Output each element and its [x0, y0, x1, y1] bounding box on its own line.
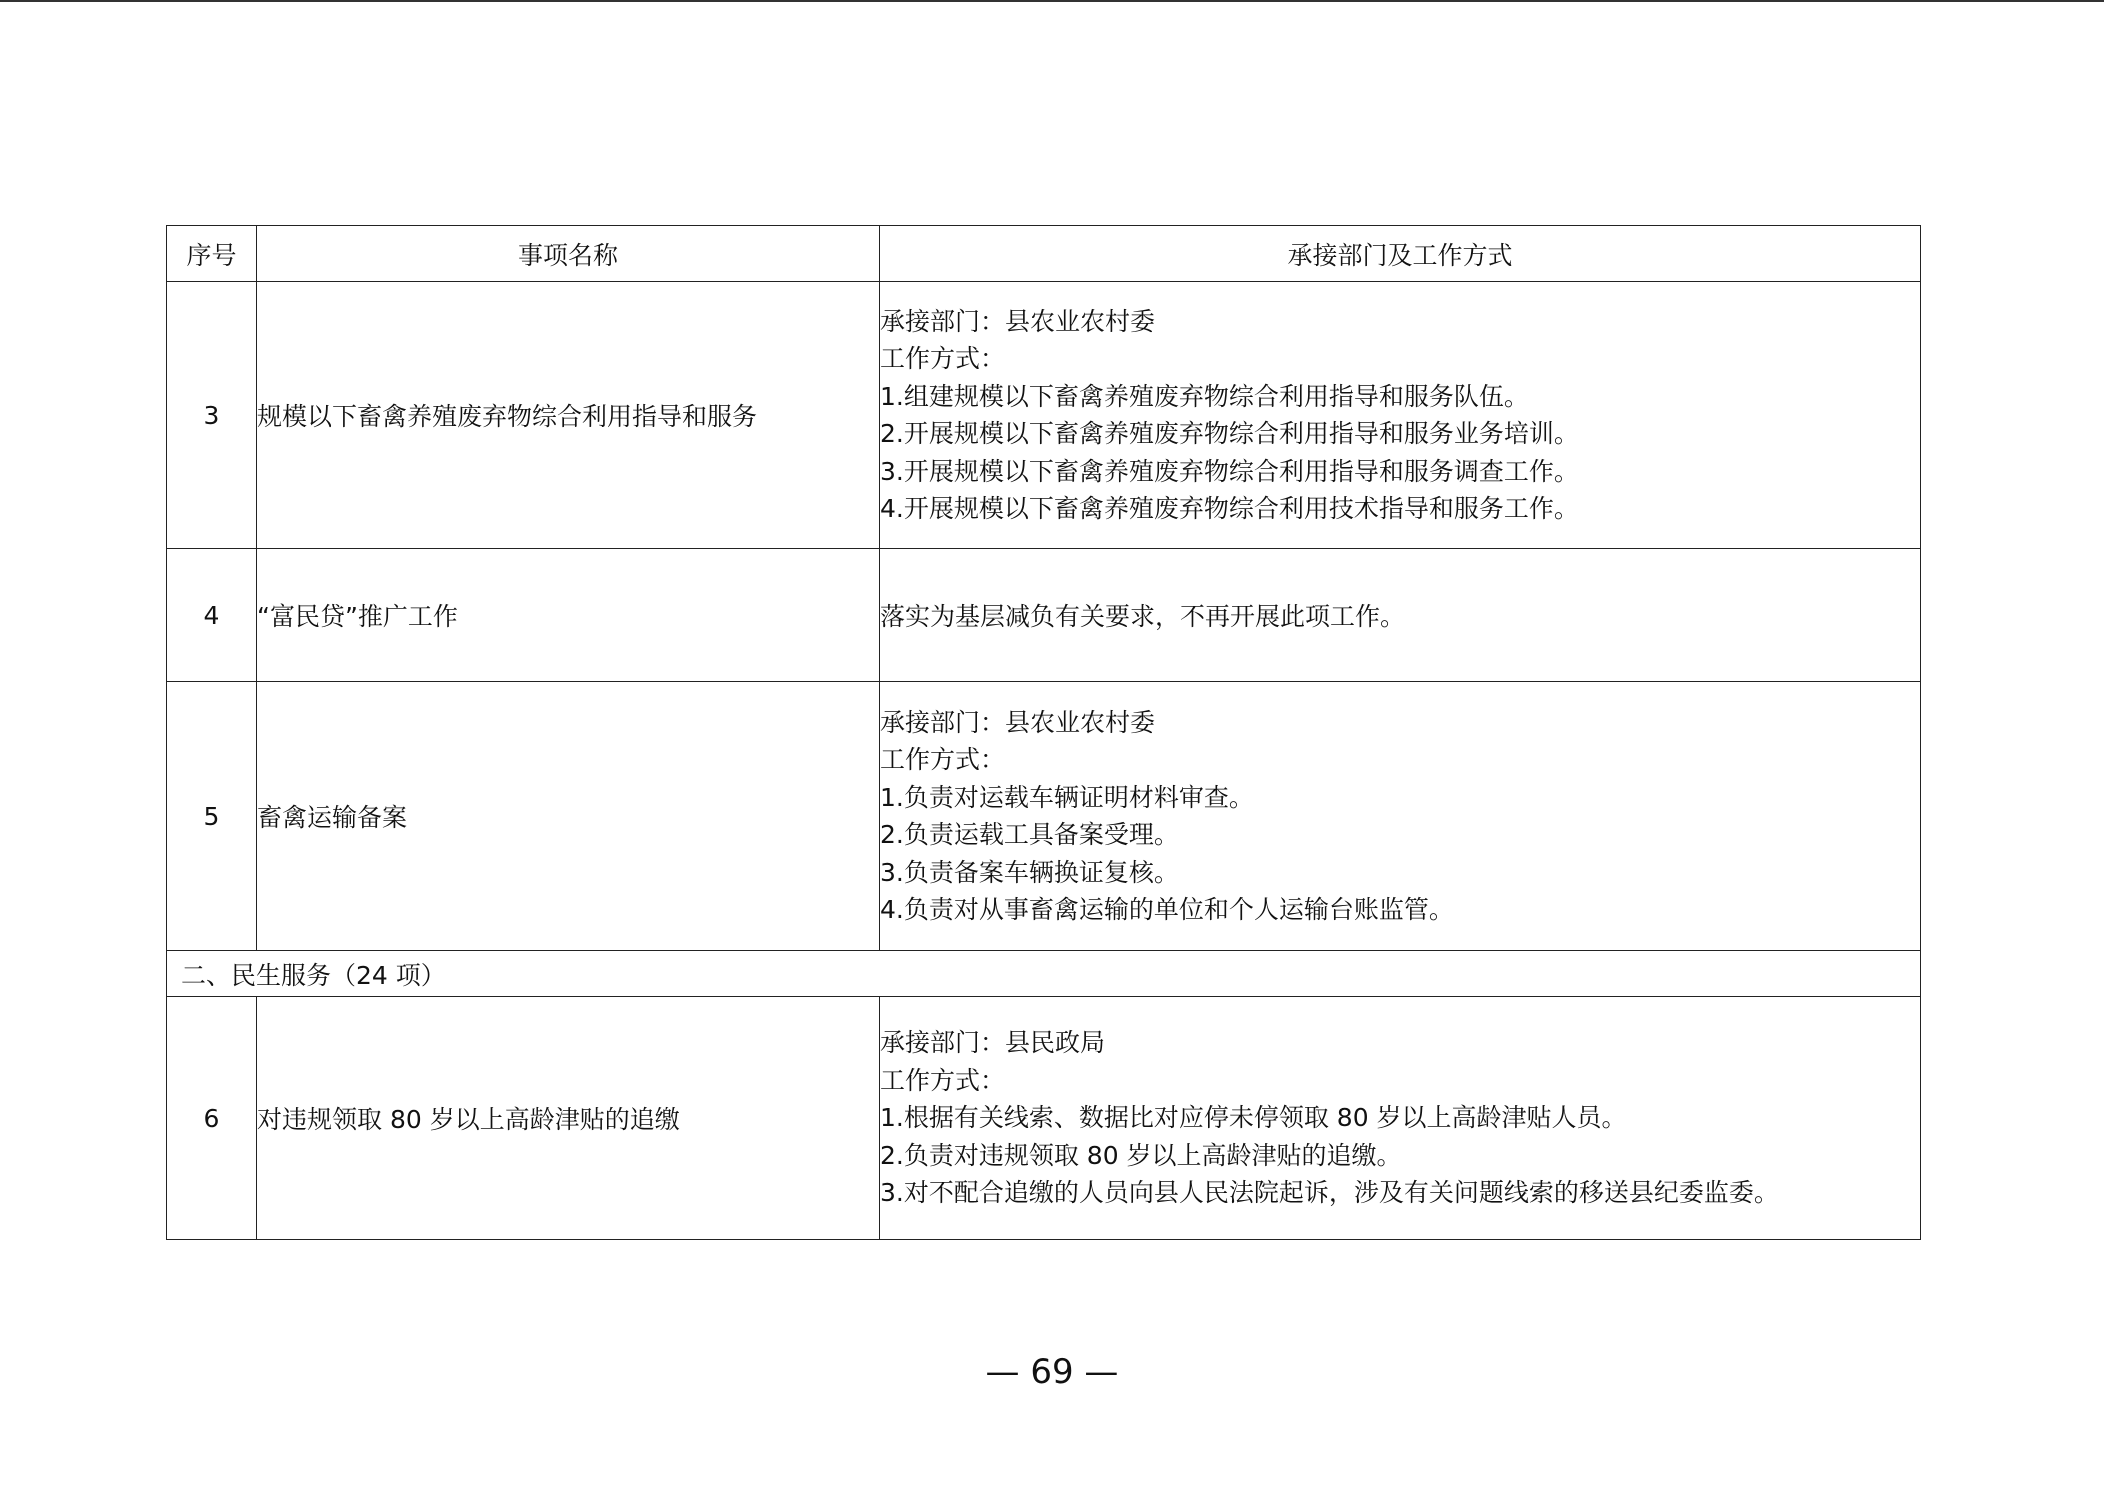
top-border-line: [0, 0, 2104, 2]
method-line: 工作方式：: [880, 1065, 1006, 1095]
row-number: 6: [167, 997, 257, 1240]
header-number: 序号: [167, 226, 257, 282]
method-line: 2.负责运载工具备案受理。: [880, 820, 1179, 849]
row-number: 5: [167, 682, 257, 951]
section-row: [167, 951, 1921, 997]
method-line: 3.负责备案车辆换证复核。: [880, 857, 1179, 887]
row-number: 3: [167, 282, 257, 549]
method-line: 1.组建规模以下畜禽养殖废弃物综合利用指导和服务队伍。: [880, 381, 1529, 411]
row-item-name: 规模以下畜禽养殖废弃物综合利用指导和服务: [257, 282, 880, 549]
page-number: — 69 —: [985, 1352, 1119, 1392]
table-row: [167, 997, 1921, 1240]
method-line: 落实为基层减负有关要求，不再开展此项工作。: [880, 602, 1406, 631]
table-row: [167, 549, 1921, 682]
method-line: 2.负责对违规领取 80 岁以上高龄津贴的追缴。: [880, 1140, 1402, 1170]
method-line: 4.开展规模以下畜禽养殖废弃物综合利用技术指导和服务工作。: [880, 494, 1579, 523]
row-method: [880, 997, 1921, 1240]
row-item-name: 对违规领取 80 岁以上高龄津贴的追缴: [257, 997, 880, 1240]
section-title: 二、民生服务（24 项）: [167, 951, 1921, 997]
method-line: 2.开展规模以下畜禽养殖废弃物综合利用指导和服务业务培训。: [880, 419, 1579, 448]
items-table: [166, 225, 1921, 1240]
row-method: [880, 282, 1921, 549]
method-line: 3.开展规模以下畜禽养殖废弃物综合利用指导和服务调查工作。: [880, 456, 1579, 486]
method-line: 工作方式：: [880, 344, 1006, 373]
row-method: [880, 682, 1921, 951]
method-line: 承接部门：县民政局: [880, 1028, 1106, 1058]
table-row: [167, 282, 1921, 549]
method-line: 承接部门：县农业农村委: [880, 306, 1156, 336]
method-line: 1.根据有关线索、数据比对应停未停领取 80 岁以上高龄津贴人员。: [880, 1103, 1627, 1133]
header-item-name: 事项名称: [257, 226, 880, 282]
table-row: [167, 682, 1921, 951]
method-line: 承接部门：县农业农村委: [880, 707, 1156, 737]
table-header-row: [167, 226, 1921, 282]
method-line: 工作方式：: [880, 745, 1006, 774]
row-item-name: 畜禽运输备案: [257, 682, 880, 951]
method-line: 4.负责对从事畜禽运输的单位和个人运输台账监管。: [880, 895, 1454, 924]
method-line: 1.负责对运载车辆证明材料审查。: [880, 782, 1254, 812]
row-number: 4: [167, 549, 257, 682]
method-line: 3.对不配合追缴的人员向县人民法院起诉，涉及有关问题线索的移送县纪委监委。: [880, 1178, 1779, 1208]
row-method: [880, 549, 1921, 682]
header-department-method: 承接部门及工作方式: [880, 226, 1921, 282]
row-item-name: “富民贷”推广工作: [257, 549, 880, 682]
